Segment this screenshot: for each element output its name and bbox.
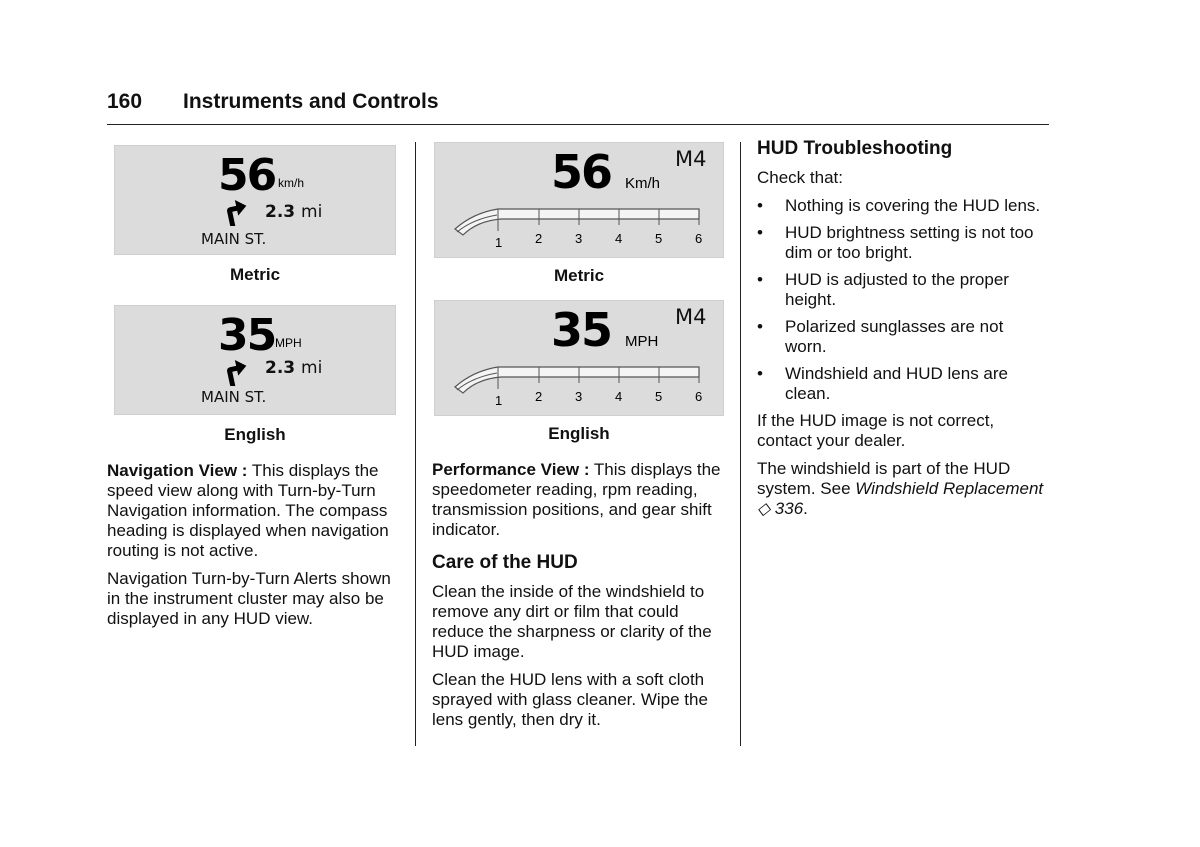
turn-right-arrow-icon: [223, 354, 249, 386]
heading-care-of-hud: Care of the HUD: [432, 552, 578, 573]
column-right: [757, 140, 1047, 527]
page-number: 160: [107, 90, 143, 113]
paragraph-clean-lens: Clean the HUD lens with a soft cloth sprayed with glass cleaner. Wipe the lens gently, then dry it.: [432, 670, 708, 729]
rpm-bar-graph: [453, 201, 703, 249]
street-name: MAIN ST.: [201, 230, 267, 248]
rpm-bar-graph: [453, 359, 703, 407]
hud-performance-view-metric: [434, 142, 724, 258]
distance-readout: 2.3 mi: [265, 202, 323, 222]
list-item: • Polarized sunglasses are not worn.: [757, 317, 1004, 356]
rpm-tick-label: 4: [615, 231, 623, 246]
list-item: • HUD brightness setting is not too dim or too bright.: [757, 223, 1034, 262]
column-left: [107, 140, 403, 637]
figure-caption: English: [224, 425, 286, 444]
rpm-tick-label: 5: [655, 231, 663, 246]
paragraph-navigation-view: Navigation View : This displays the speed view along with Turn-by-Turn Navigation information. The compass heading is displayed when navigation routing is not active.: [107, 461, 389, 560]
rpm-tick-label: 5: [655, 389, 663, 404]
list-item: • Nothing is covering the HUD lens.: [757, 196, 1041, 215]
section-title: Instruments and Controls: [183, 90, 439, 113]
paragraph-clean-windshield: Clean the inside of the windshield to remove any dirt or film that could reduce the sharpness or clarity of the HUD image.: [432, 582, 712, 661]
hud-navigation-view-metric: [114, 145, 396, 255]
rpm-tick-label: 6: [695, 231, 703, 246]
speed-unit: MPH: [625, 333, 659, 350]
figure-caption: English: [548, 424, 610, 443]
figure-caption: Metric: [229, 265, 281, 284]
speed-unit: km/h: [278, 176, 305, 190]
gear-indicator: M4: [675, 147, 707, 171]
windshield-replacement-link[interactable]: Windshield Replacement: [855, 479, 1044, 498]
page-reference: ◇ 336: [757, 499, 804, 518]
hud-performance-view-english: [434, 300, 724, 416]
hud-navigation-view-english: [114, 305, 396, 415]
paragraph-contact-dealer: If the HUD image is not correct, contact your dealer.: [757, 411, 995, 450]
rpm-tick-label: 1: [495, 393, 503, 407]
speed-unit: MPH: [275, 336, 302, 350]
list-item: • Windshield and HUD lens are clean.: [757, 364, 1008, 403]
figure-caption: Metric: [553, 266, 605, 285]
street-name: MAIN ST.: [201, 388, 267, 406]
distance-readout: 2.3 mi: [265, 358, 323, 378]
speed-readout: 56: [551, 145, 612, 199]
paragraph-check-that: Check that:: [757, 168, 843, 187]
speed-unit: Km/h: [625, 175, 661, 192]
rpm-tick-label: 6: [695, 389, 703, 404]
rpm-tick-label: 3: [575, 231, 583, 246]
rpm-tick-label: 2: [535, 231, 543, 246]
rpm-tick-label: 2: [535, 389, 543, 404]
troubleshooting-list: [757, 196, 1047, 404]
heading-hud-troubleshooting: HUD Troubleshooting: [757, 138, 953, 159]
speed-readout: 35: [551, 303, 612, 357]
gear-indicator: M4: [675, 305, 707, 329]
column-divider: [415, 142, 416, 746]
paragraph-turn-alerts: Navigation Turn-by-Turn Alerts shown in the instrument cluster may also be displayed in any HUD view.: [107, 569, 391, 628]
column-divider: [740, 142, 741, 746]
rpm-tick-label: 3: [575, 389, 583, 404]
speed-readout: 56: [218, 150, 276, 201]
page-header: [107, 90, 1049, 125]
turn-right-arrow-icon: [223, 194, 249, 226]
paragraph-windshield-reference: The windshield is part of the HUD system. See Windshield Replacement ◇ 336.: [757, 459, 1044, 518]
speed-readout: 35: [218, 310, 276, 361]
column-middle: [432, 140, 726, 738]
rpm-tick-label: 4: [615, 389, 623, 404]
paragraph-performance-view: Performance View : This displays the speedometer reading, rpm reading, transmission positions, and gear shift indicator.: [432, 460, 721, 539]
list-item: • HUD is adjusted to the proper height.: [757, 270, 1009, 309]
rpm-tick-label: 1: [495, 235, 503, 249]
